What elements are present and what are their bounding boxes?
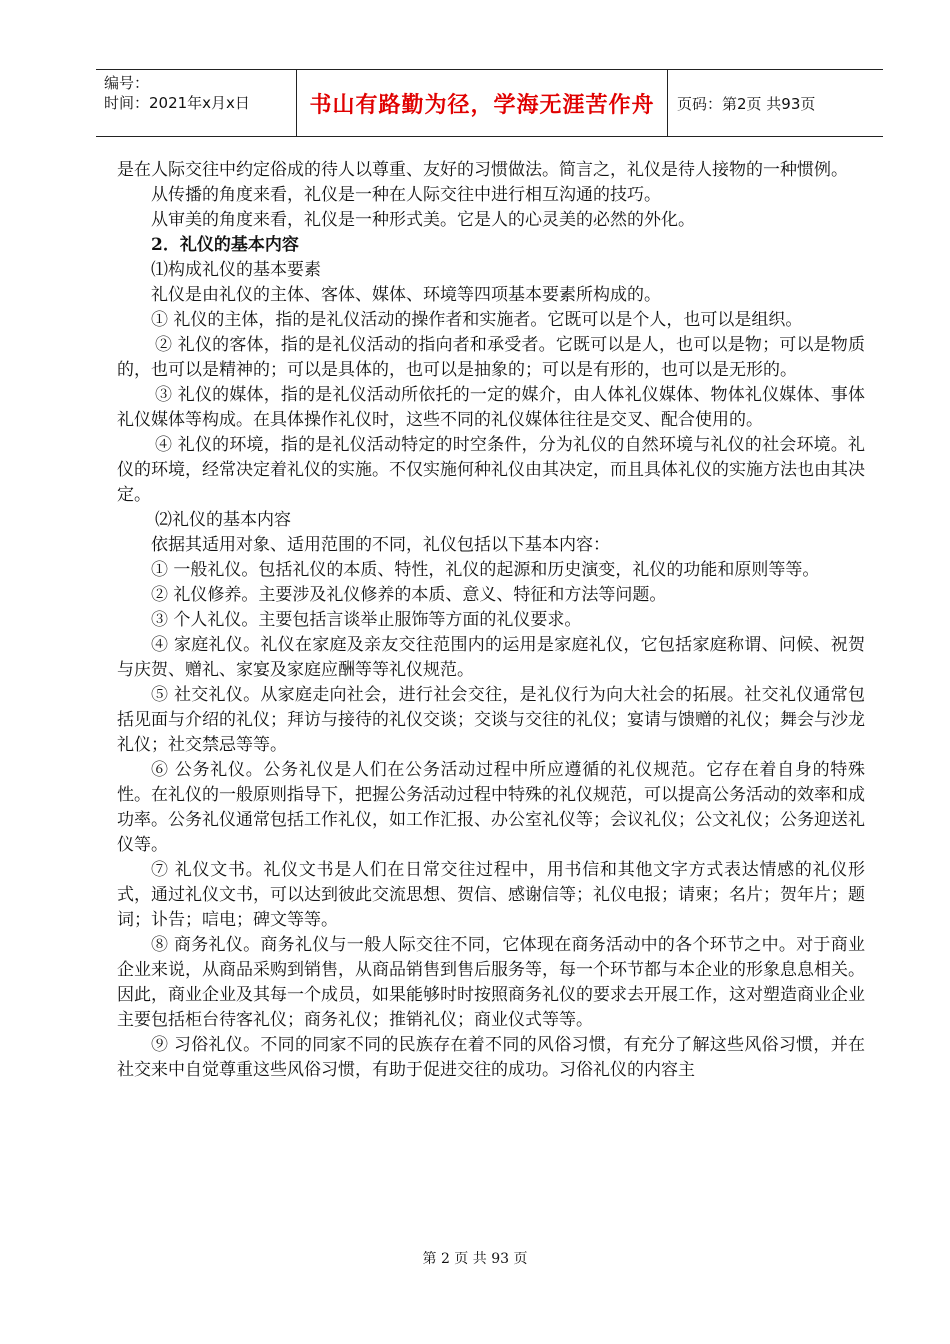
time-label: 时间：2021年x月x日 xyxy=(104,94,250,112)
number-label: 编号： xyxy=(104,74,150,92)
paragraph: 礼仪是由礼仪的主体、客体、媒体、环境等四项基本要素所构成的。 xyxy=(151,285,661,305)
document-body xyxy=(117,158,865,1083)
list-item: ④ 家庭礼仪。礼仪在家庭及亲友交往范围内的运用是家庭礼仪，它包括家庭称谓、问候、祝贺与庆贺、赠礼、家宴及家庭应酬等等礼仪规范。 xyxy=(117,635,865,680)
paragraph: 从审美的角度来看，礼仪是一种形式美。它是人的心灵美的必然的外化。 xyxy=(151,210,695,230)
header-motto: 书山有路勤为径，学海无涯苦作舟 xyxy=(296,70,668,136)
page-footer: 第 2 页 共 93 页 xyxy=(422,1251,528,1267)
list-item: ⑤ 社交礼仪。从家庭走向社会，进行社会交往，是礼仪行为向大社会的拓展。社交礼仪通常包括见面与介绍的礼仪；拜访与接待的礼仪交谈；交谈与交往的礼仪；宴请与馈赠的礼仪；舞会与沙龙礼仪；社交禁忌等等。 xyxy=(117,685,865,755)
list-item: ② 礼仪的客体，指的是礼仪活动的指向者和承受者。它既可以是人，也可以是物；可以是物质的，也可以是精神的；可以是具体的，也可以是抽象的；可以是有形的，也可以是无形的。 xyxy=(117,335,865,380)
list-item: ③ 礼仪的媒体，指的是礼仪活动所依托的一定的媒介，由人体礼仪媒体、物体礼仪媒体、事体礼仪媒体等构成。在具体操作礼仪时，这些不同的礼仪媒体往往是交叉、配合使用的。 xyxy=(117,385,865,430)
list-item: ⑨ 习俗礼仪。不同的同家不同的民族存在着不同的风俗习惯，有充分了解这些风俗习惯，并在社交来中自觉尊重这些风俗习惯，有助于促进交往的成功。习俗礼仪的内容主 xyxy=(117,1035,865,1080)
list-item: ⑧ 商务礼仪。商务礼仪与一般人际交往不同，它体现在商务活动中的各个环节之中。对于商业企业来说，从商品采购到销售，从商品销售到售后服务等，每一个环节都与本企业的形象息息相关。因此，商业企业及其每一个成员，如果能够时时按照商务礼仪的要求去开展工作，这对塑造商业企业主要包括柜台待客礼仪；商务礼仪；推销礼仪；商业仪式等等。 xyxy=(117,935,865,1030)
paragraph: 依据其适用对象、适用范围的不同，礼仪包括以下基本内容： xyxy=(151,535,610,555)
section-heading: 2．礼仪的基本内容 xyxy=(151,235,299,255)
list-item: ① 礼仪的主体，指的是礼仪活动的操作者和实施者。它既可以是个人，也可以是组织。 xyxy=(151,310,803,330)
list-item: ③ 个人礼仪。主要包括言谈举止服饰等方面的礼仪要求。 xyxy=(151,610,582,630)
subsection-heading: ⑴构成礼仪的基本要素 xyxy=(151,260,321,280)
header-meta xyxy=(96,70,296,136)
list-item: ⑥ 公务礼仪。公务礼仪是人们在公务活动过程中所应遵循的礼仪规范。它存在着自身的特殊性。在礼仪的一般原则指导下，把握公务活动过程中特殊的礼仪规范，可以提高公务活动的效率和成功率。公务礼仪通常包括工作礼仪，如工作汇报、办公室礼仪等；会议礼仪；公文礼仪；公务迎送礼仪等。 xyxy=(117,760,865,855)
subsection-heading: ⑵礼仪的基本内容 xyxy=(155,510,291,530)
page-header xyxy=(96,69,883,137)
list-item: ④ 礼仪的环境，指的是礼仪活动特定的时空条件，分为礼仪的自然环境与礼仪的社会环境。礼仪的环境，经常决定着礼仪的实施。不仅实施何种礼仪由其决定，而且具体礼仪的实施方法也由其决定。 xyxy=(117,435,865,505)
list-item: ① 一般礼仪。包括礼仪的本质、特性，礼仪的起源和历史演变，礼仪的功能和原则等等。 xyxy=(151,560,820,580)
paragraph: 从传播的角度来看，礼仪是一种在人际交往中进行相互沟通的技巧。 xyxy=(151,185,661,205)
list-item: ⑦ 礼仪文书。礼仪文书是人们在日常交往过程中，用书信和其他文字方式表达情感的礼仪形式，通过礼仪文书，可以达到彼此交流思想、贺信、感谢信等；礼仪电报；请柬；名片；贺年片；题词；讣告；唁电；碑文等等。 xyxy=(117,860,865,930)
list-item: ② 礼仪修养。主要涉及礼仪修养的本质、意义、特征和方法等问题。 xyxy=(151,585,667,605)
header-page-label: 页码：第2页 共93页 xyxy=(677,94,816,113)
paragraph: 是在人际交往中约定俗成的待人以尊重、友好的习惯做法。简言之，礼仪是待人接物的一种惯例。 xyxy=(117,160,848,180)
